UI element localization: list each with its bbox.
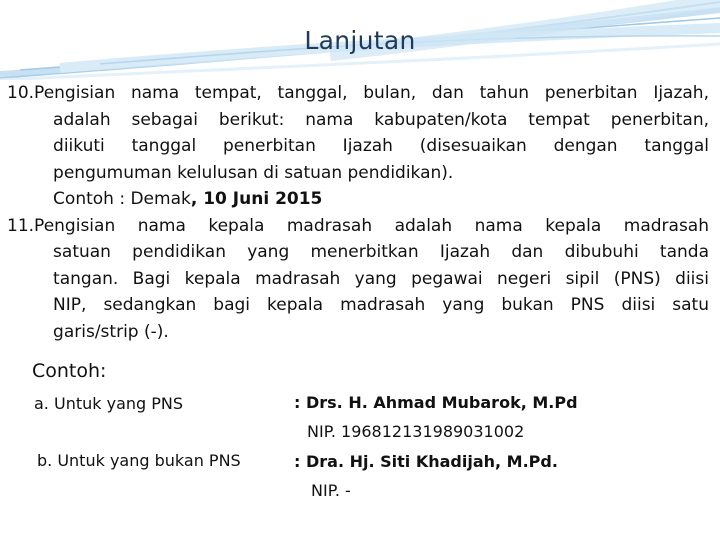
item-line: tangan. Bagi kepala madrasah yang pegawai negeri sipil (PNS) diisi — [53, 268, 709, 289]
item-number: 11. — [7, 215, 35, 236]
slide-title: Lanjutan — [304, 26, 416, 55]
example-prefix: Contoh : Demak — [53, 189, 191, 209]
example-b-name: : Dra. Hj. Siti Khadijah, M.Pd. — [294, 452, 558, 471]
example-a-nip: NIP. 196812131989031002 — [307, 422, 525, 441]
example-a-name: : Drs. H. Ahmad Mubarok, M.Pd — [294, 393, 578, 412]
item-text — [34, 213, 709, 346]
item-line: pengumuman kelulusan di satuan pendidikan). — [53, 162, 454, 183]
item-text — [34, 80, 709, 213]
item-number: 10. — [7, 83, 35, 103]
example-line — [53, 186, 709, 213]
example-a-label: a. Untuk yang PNS — [34, 394, 184, 413]
example-date: , 10 Juni 2015 — [190, 189, 323, 209]
item-line: NIP, sedangkan bagi kepala madrasah yang bukan PNS diisi satu — [53, 295, 709, 315]
example-b-label: b. Untuk yang bukan PNS — [37, 451, 241, 470]
examples-heading: Contoh: — [32, 360, 107, 382]
item-line: Pengisian nama kepala madrasah adalah nama kepala madrasah — [34, 215, 709, 236]
example-b-nip: NIP. - — [311, 481, 351, 500]
item-line: satuan pendidikan yang menerbitkan Ijazah dan dibubuhi tanda — [53, 242, 709, 262]
list-item-10 — [7, 80, 709, 213]
instruction-list — [7, 80, 709, 345]
list-item-11 — [7, 213, 709, 346]
item-line: diikuti tanggal penerbitan Ijazah (disesuaikan dengan tanggal — [53, 136, 709, 156]
item-line: garis/strip (-). — [53, 321, 169, 342]
item-line: Pengisian nama tempat, tanggal, bulan, dan tahun penerbitan Ijazah, — [34, 83, 709, 103]
item-line: adalah sebagai berikut: nama kabupaten/kota tempat penerbitan, — [53, 109, 709, 130]
